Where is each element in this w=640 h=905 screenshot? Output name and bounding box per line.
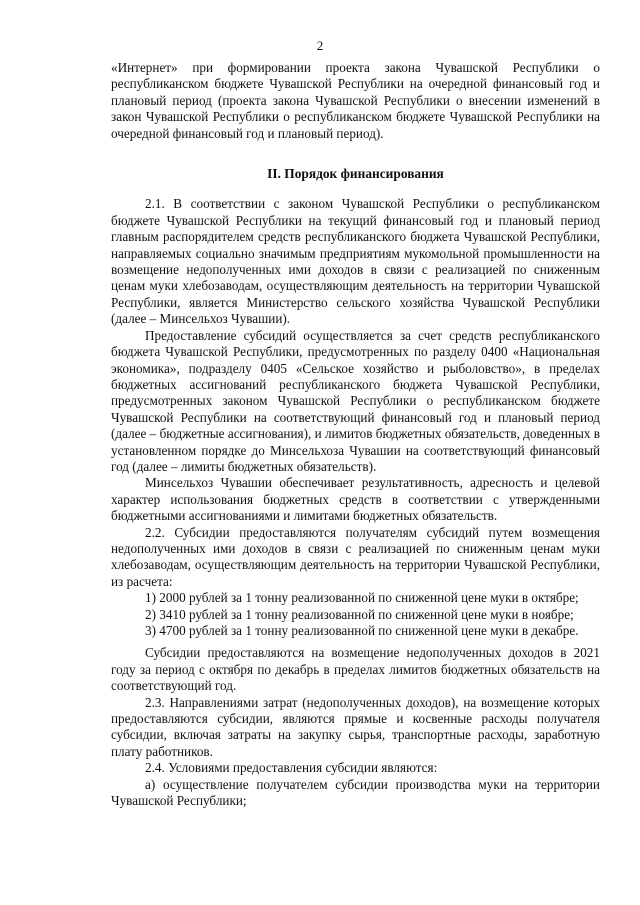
paragraph-2-3: 2.3. Направлениями затрат (недополученных доходов), на возмещение которых предоставляются субсидии, являются прямые и косвенные расходы получателя субсидии, включая затраты на закупку сырья, транспортные расходы, заработную плату работников.	[111, 694, 600, 759]
paragraph-2-2: 2.2. Субсидии предоставляются получателям субсидий путем возмещения недополученных ими доходов в связи с реализацией по сниженным ценам муки хлебозаводам, осуществляющим деятельность на территории Чувашской Республики, из расчета:	[111, 524, 600, 589]
rate-item-november: 2) 3410 рублей за 1 тонну реализованной по сниженной цене муки в ноябре;	[145, 606, 574, 622]
paragraph-2-1: 2.1. В соответствии с законом Чувашской Республики о республиканском бюджете Чувашской Республики на текущий финансовый год и плановый период главным распорядителем средств республиканского бюджета Чувашской Республики, направляемых социально значимым предприятиям мукомольной промышленности на возмещение недополученных ими доходов в связи с реализацией по сниженным ценам муки хлебозаводам, осуществляющим деятельность на территории Чувашской Республики, является Министерство сельского хозяйства Чувашской Республики (далее – Минсельхоз Чувашии).	[111, 196, 600, 327]
paragraph-2-4: 2.4. Условиями предоставления субсидии являются:	[145, 760, 438, 776]
paragraph-effectiveness: Минсельхоз Чувашии обеспечивает результативность, адресность и целевой характер использования бюджетных средств в соответствии с утвержденными бюджетными ассигнованиями и лимитами бюджетных обязательств.	[111, 475, 600, 524]
rate-item-october: 1) 2000 рублей за 1 тонну реализованной по сниженной цене муки в октябре;	[145, 590, 579, 606]
condition-item-a: а) осуществление получателем субсидии производства муки на территории Чувашской Республики;	[111, 776, 600, 809]
page-number: 2	[316, 38, 324, 53]
paragraph-funding-source: Предоставление субсидий осуществляется за счет средств республиканского бюджета Чувашской Республики, предусмотренных по разделу 0400 «Национальная экономика», подразделу 0405 «Сельское хозяйство и рыболовство», в пределах бюджетных ассигнований республиканского бюджета Чувашской Республики, предусмотренных законом Чувашской Республики о республиканском бюджете Чувашской Республики на соответствующий финансовый год и плановый период (далее – бюджетные ассигнования), и лимитов бюджетных обязательств, доведенных в установленном порядке до Минсельхоза Чувашии на соответствующий финансовый год (далее – лимиты бюджетных обязательств).	[111, 327, 600, 474]
section-heading: II. Порядок финансирования	[267, 166, 444, 182]
paragraph-period: Субсидии предоставляются на возмещение недополученных доходов в 2021 году за период с октября по декабрь в пределах лимитов бюджетных обязательств на соответствующий год.	[111, 645, 600, 694]
document-body	[111, 60, 600, 809]
rate-item-december: 3) 4700 рублей за 1 тонну реализованной по сниженной цене муки в декабре.	[145, 623, 579, 638]
intro-paragraph: «Интернет» при формировании проекта закона Чувашской Республики о республиканском бюджете Чувашской Республики на очередной финансовый год и плановый период (проекта закона Чувашской Республики о внесении изменений в закон Чувашской Республики о республиканском бюджете Чувашской Республики на очередной финансовый год и плановый период).	[111, 60, 600, 141]
